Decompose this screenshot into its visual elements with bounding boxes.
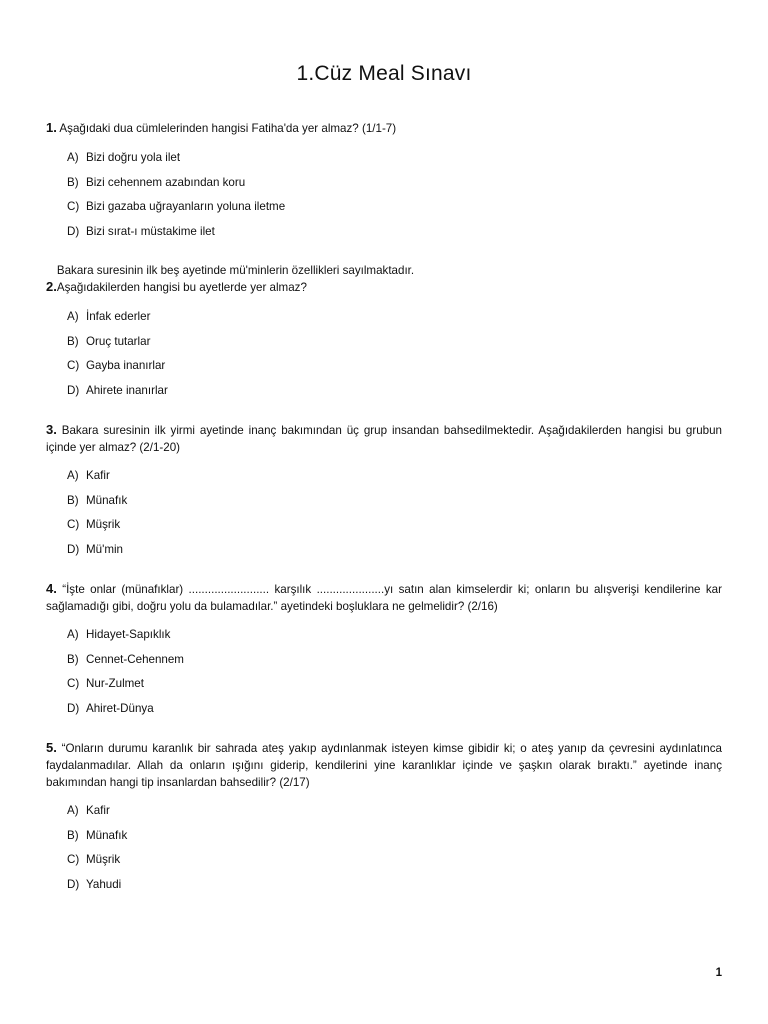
option-5d[interactable] (67, 878, 722, 903)
question-5-options (46, 804, 722, 902)
option-text: Bizi gazaba uğrayanların yoluna iletme (86, 200, 286, 213)
option-4b[interactable] (67, 653, 722, 678)
option-text: Cennet-Cehennem (86, 652, 184, 666)
option-letter: D) (67, 701, 80, 715)
question-1 (46, 119, 722, 249)
question-1-text (46, 119, 722, 137)
option-text: Bizi doğru yola ilet (86, 151, 181, 164)
option-1c[interactable] (67, 200, 722, 225)
option-text: Mü'min (86, 542, 124, 556)
option-5c[interactable] (67, 853, 722, 878)
option-2b[interactable] (67, 335, 722, 360)
question-5 (46, 739, 722, 902)
option-letter: A) (67, 628, 79, 641)
option-2d[interactable] (67, 384, 722, 409)
option-letter: A) (67, 310, 79, 323)
option-letter: D) (67, 877, 80, 891)
question-4-text (46, 580, 722, 615)
option-letter: B) (67, 652, 79, 666)
page-title: 1.Cüz Meal Sınavı (296, 62, 472, 85)
option-text: Müşrik (86, 518, 121, 531)
question-4-body: “İşte onlar (münafıklar) ......................... karşılık .....................yı satın alan kimselerdir ki; onların bu alışverişi kendilerine kar sağlamadığı gibi, doğru yolu da bulamadılar.” ayetindeki boşluklara ne gelmelidir? (2/16) (46, 583, 722, 613)
option-letter: C) (67, 518, 80, 531)
option-3c[interactable] (67, 518, 722, 543)
question-1-options (46, 151, 722, 249)
option-letter: C) (67, 677, 80, 690)
option-5b[interactable] (67, 829, 722, 854)
question-3-body: Bakara suresinin ilk yirmi ayetinde inanç bakımından üç grup insandan bahsedilmektedir. Aşağıdakilerden hangisi bu grubun içinde yer almaz? (2/1-20) (46, 424, 722, 454)
option-text: Ahiret-Dünya (86, 701, 154, 715)
question-2-text (46, 262, 722, 296)
question-3 (46, 421, 722, 567)
option-letter: B) (67, 175, 79, 189)
option-4a[interactable] (67, 628, 722, 653)
option-text: Bizi sırat-ı müstakime ilet (86, 224, 215, 238)
option-text: İnfak ederler (86, 310, 151, 323)
option-letter: A) (67, 804, 79, 817)
option-text: Kafir (86, 469, 110, 482)
option-text: Nur-Zulmet (86, 677, 144, 690)
option-letter: C) (67, 200, 80, 213)
option-letter: D) (67, 224, 80, 238)
question-2-body: Bakara suresinin ilk beş ayetinde mü'minlerin özellikleri sayılmaktadır. Aşağıdakilerden hangisi bu ayetlerde yer almaz? (56, 264, 415, 294)
option-text: Müşrik (86, 853, 121, 866)
option-text: Oruç tutarlar (86, 334, 151, 348)
option-letter: C) (67, 853, 80, 866)
option-text: Münafık (86, 493, 128, 507)
question-1-body: Aşağıdaki dua cümlelerinden hangisi Fatiha'da yer almaz? (1/1-7) (56, 122, 397, 135)
question-5-number: 5. (46, 740, 57, 755)
question-5-body: “Onların durumu karanlık bir sahrada ateş yakıp aydınlanmak isteyen kimse gibidir ki; o ateş yanıp da çevresini aydınlatınca faydalanmadılar. Allah da onların ışığını giderip, kendilerini yine karanlıklar içinde ve şaşkın olarak bıraktı.” ayetinde inanç bakımından hangi tip insanlardan bahsedilir? (2/17) (46, 742, 722, 789)
option-text: Hidayet-Sapıklık (86, 628, 171, 641)
question-3-number: 3. (46, 422, 57, 437)
question-1-number: 1. (46, 120, 57, 135)
question-2-options (46, 310, 722, 408)
question-4-number: 4. (46, 581, 57, 596)
option-1d[interactable] (67, 225, 722, 250)
option-4c[interactable] (67, 677, 722, 702)
option-text: Münafık (86, 828, 128, 842)
question-3-options (46, 469, 722, 567)
question-4-options (46, 628, 722, 726)
page-number: 1 (715, 967, 722, 979)
option-letter: A) (67, 469, 79, 482)
option-3b[interactable] (67, 494, 722, 519)
option-4d[interactable] (67, 702, 722, 727)
option-5a[interactable] (67, 804, 722, 829)
option-text: Yahudi (86, 877, 122, 891)
question-2-number: 2. (46, 279, 57, 294)
option-text: Kafir (86, 804, 110, 817)
option-letter: D) (67, 542, 80, 556)
option-letter: B) (67, 493, 79, 507)
option-letter: A) (67, 151, 79, 164)
option-1b[interactable] (67, 176, 722, 201)
question-4 (46, 580, 722, 726)
option-1a[interactable] (67, 151, 722, 176)
option-letter: B) (67, 334, 79, 348)
question-2 (46, 262, 722, 408)
option-letter: D) (67, 383, 80, 397)
option-2a[interactable] (67, 310, 722, 335)
option-2c[interactable] (67, 359, 722, 384)
option-letter: B) (67, 828, 79, 842)
option-text: Ahirete inanırlar (86, 383, 168, 397)
option-letter: C) (67, 359, 80, 372)
option-3a[interactable] (67, 469, 722, 494)
option-3d[interactable] (67, 543, 722, 568)
question-3-text (46, 421, 722, 456)
option-text: Bizi cehennem azabından koru (86, 175, 246, 189)
option-text: Gayba inanırlar (86, 359, 166, 372)
question-5-text (46, 739, 722, 791)
